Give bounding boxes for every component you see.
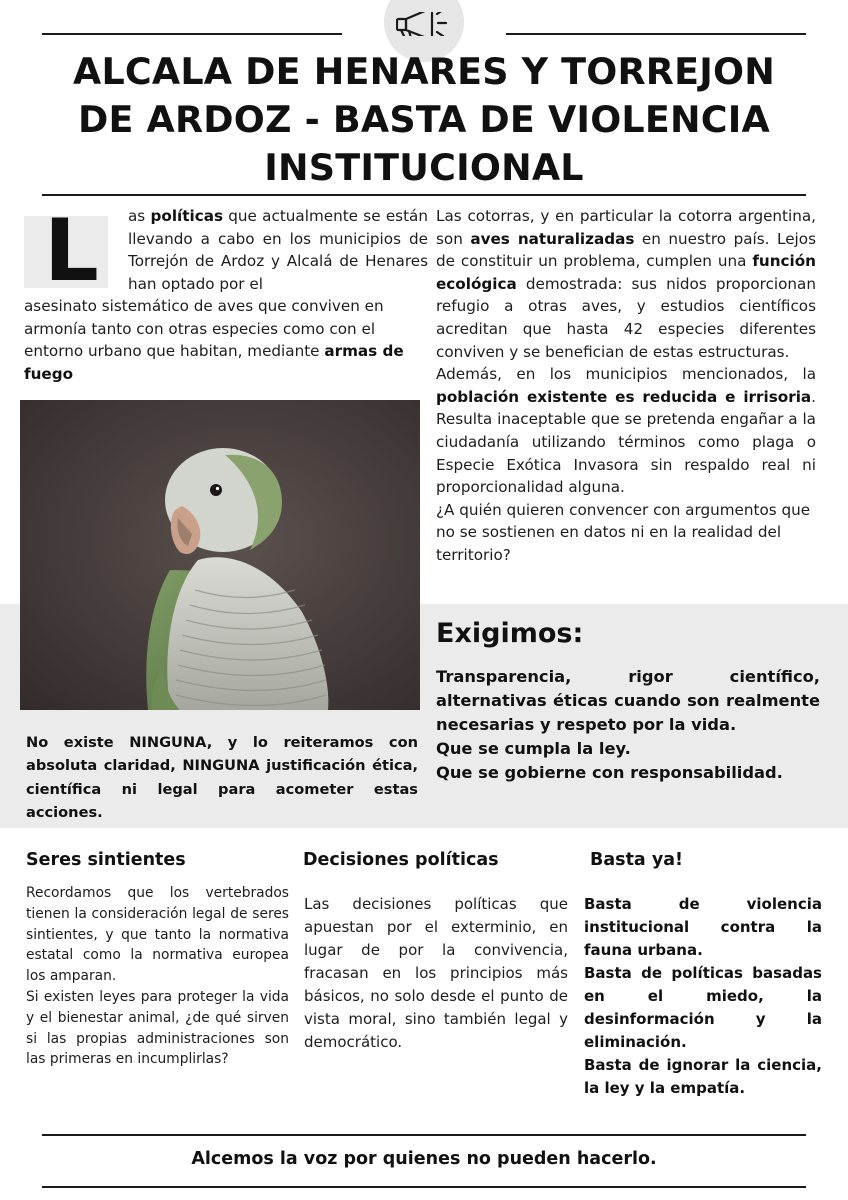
intro-paragraph: as políticas que actualmente se están llevando a cabo en los municipios de Torrejón de Ardoz y Alcalá de Henares han optado por el <box>128 207 428 293</box>
exigimos-heading: Exigimos: <box>436 618 584 649</box>
drop-cap-letter: L <box>44 201 99 301</box>
section-title-decisiones-politicas: Decisiones políticas <box>303 850 499 870</box>
intro-paragraph-continued: asesinato sistemático de aves que conviven en armonía tanto con otras especies como con el entorno urbano que habitan, mediante armas de fuego <box>24 297 404 383</box>
footer-rule-bottom <box>42 1186 806 1188</box>
right-column-text <box>436 205 816 567</box>
basta-statement: Basta de ignorar la ciencia, la ley y la empatía. <box>584 1056 822 1097</box>
drop-cap <box>24 201 108 301</box>
right-paragraph-3: ¿A quién quieren convencer con argumentos que no se sostienen en datos ni en la realidad del territorio? <box>436 500 811 564</box>
megaphone-icon <box>396 12 452 36</box>
section-body-seres-sintientes <box>26 883 289 1070</box>
parrot-photo <box>20 400 420 710</box>
section-title-seres-sintientes: Seres sintientes <box>26 850 186 870</box>
no-justification-statement: No existe NINGUNA, y lo reiteramos con absoluta claridad, NINGUNA justificación ética, científica ni legal para acometer estas acciones. <box>26 734 418 821</box>
basta-statement: Basta de políticas basadas en el miedo, la desinformación y la eliminación. <box>584 964 822 1051</box>
section-body-basta-ya <box>584 893 822 1100</box>
demands-list <box>436 665 820 785</box>
basta-statement: Basta de violencia institucional contra la fauna urbana. <box>584 895 822 959</box>
title-rule <box>42 194 806 196</box>
header-rule-right <box>506 33 806 35</box>
demand-item: Que se cumpla la ley. <box>436 739 631 758</box>
demand-item: Que se gobierne con responsabilidad. <box>436 763 783 782</box>
section-body-decisiones-politicas <box>304 893 568 1054</box>
section-paragraph: Recordamos que los vertebrados tienen la consideración legal de seres sintientes, y que tanto la normativa estatal como la normativa europea los amparan. <box>26 885 289 985</box>
demand-item: Transparencia, rigor científico, alternativas éticas cuando son realmente necesarias y respeto por la vida. <box>436 667 820 734</box>
right-paragraph-2: Además, en los municipios mencionados, la población existente es reducida e irrisoria. Resulta inaceptable que se pretenda engañar a la ciudadanía utilizando términos como plaga o Especie Exótica Invasora sin respaldo real ni proporcionalidad alguna. <box>436 365 816 497</box>
page-title: ALCALA DE HENARES Y TORREJON DE ARDOZ - BASTA DE VIOLENCIA INSTITUCIONAL <box>73 50 775 189</box>
header-rule-left <box>42 33 342 35</box>
footer-slogan: Alcemos la voz por quienes no pueden hacerlo. <box>191 1149 657 1169</box>
section-paragraph: Si existen leyes para proteger la vida y el bienestar animal, ¿de qué sirven si las propias administraciones son las primeras en incumplirlas? <box>26 988 289 1068</box>
footer-rule <box>42 1134 806 1136</box>
right-paragraph-1: Las cotorras, y en particular la cotorra argentina, son aves naturalizadas en nuestro país. Lejos de constituir un problema, cumplen una función ecológica demostrada: sus nidos proporcionan refugio a otras aves, y estudios científicos acreditan que hasta 42 especies diferentes conviven y se benefician de estas estructuras. <box>436 207 816 361</box>
section-title-basta-ya: Basta ya! <box>590 850 684 870</box>
section-paragraph: Las decisiones políticas que apuestan por el exterminio, en lugar de por la convivencia, fracasan en los principios más básicos, no solo desde el punto de vista moral, sino también legal y democrático. <box>304 895 568 1051</box>
